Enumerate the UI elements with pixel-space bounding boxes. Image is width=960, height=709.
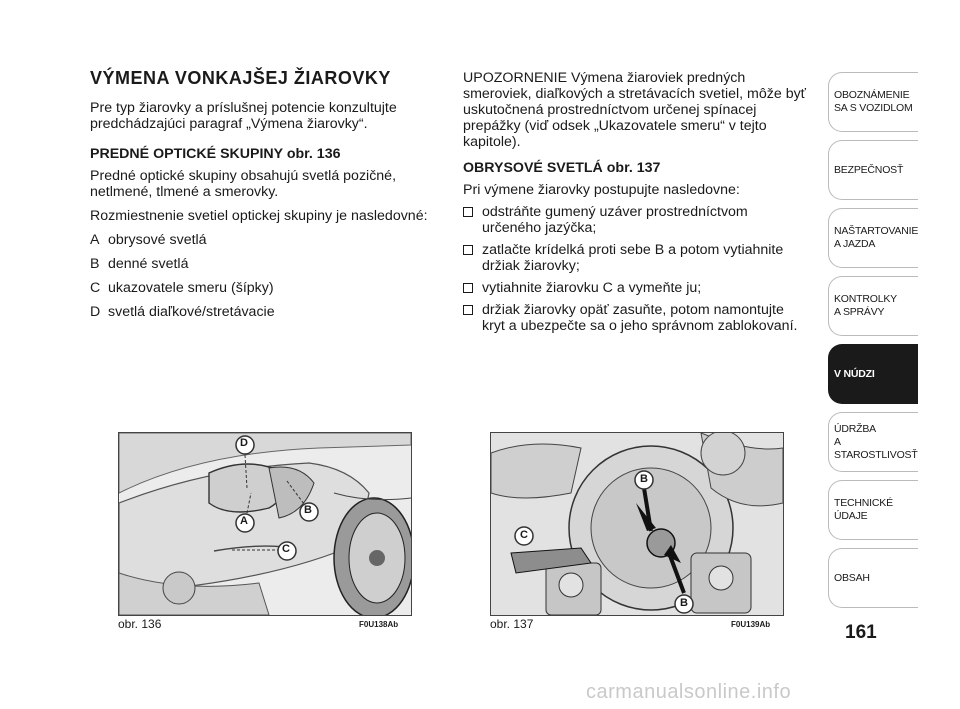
list-key: A bbox=[90, 232, 100, 248]
tab-technical-data[interactable] bbox=[828, 480, 918, 540]
heading-front-lights bbox=[90, 146, 435, 162]
figure-136-caption: obr. 136 bbox=[118, 617, 162, 631]
figure-137-caption: obr. 137 bbox=[490, 617, 534, 631]
step-text: zatlačte krídelká proti sebe B a potom vytiahnite držiak žiarovky; bbox=[482, 242, 784, 274]
list-text: svetlá diaľkové/stretávacie bbox=[108, 304, 275, 320]
checkbox-bullet-icon bbox=[463, 283, 473, 293]
steps-list bbox=[463, 204, 808, 334]
list-item bbox=[90, 256, 435, 272]
car-headlight-illustration bbox=[119, 433, 411, 615]
heading-side-lights bbox=[463, 160, 808, 176]
figure-136-code: F0U138Ab bbox=[359, 620, 399, 629]
tab-starting-driving[interactable] bbox=[828, 208, 918, 268]
figure-137-code: F0U139Ab bbox=[731, 620, 771, 629]
figure-label-b: B bbox=[304, 504, 312, 516]
tab-label: TECHNICKÉ ÚDAJE bbox=[834, 497, 893, 522]
checkbox-bullet-icon bbox=[463, 207, 473, 217]
tab-emergency[interactable] bbox=[828, 344, 918, 404]
list-item bbox=[463, 302, 808, 334]
list-item bbox=[463, 280, 808, 296]
list-text: obrysové svetlá bbox=[108, 232, 207, 248]
step-text: držiak žiarovky opäť zasuňte, potom namontujte kryt a ubezpečte sa o jeho správnom zablokovaní. bbox=[482, 302, 798, 334]
watermark: carmanualsonline.info bbox=[586, 681, 792, 703]
list-text: ukazovatele smeru (šípky) bbox=[108, 280, 274, 296]
checkbox-bullet-icon bbox=[463, 305, 473, 315]
figure-ref-136[interactable]: obr. 136 bbox=[286, 146, 341, 162]
tab-contents[interactable] bbox=[828, 548, 918, 608]
list-key: B bbox=[90, 256, 100, 272]
figure-label-b: B bbox=[640, 473, 648, 485]
right-column bbox=[463, 70, 808, 334]
page-number: 161 bbox=[845, 622, 877, 643]
list-key: D bbox=[90, 304, 101, 320]
warning-text: UPOZORNENIE Výmena žiaroviek predných smeroviek, diaľkových a stretávacích svetiel, môže byť uskutočnená prostredníctvom určenej spínacej prepážky (viď odsek „Ukazovatele smeru“ v tejto kapitole). bbox=[463, 70, 806, 150]
step-text: odstráňte gumený uzáver prostredníctvom určeného jazýčka; bbox=[482, 204, 748, 236]
figure-label-c: C bbox=[520, 529, 528, 541]
list-item bbox=[463, 204, 808, 236]
bulb-holder-illustration bbox=[491, 433, 783, 615]
light-list bbox=[90, 232, 435, 320]
tab-safety[interactable] bbox=[828, 140, 918, 200]
tab-label: BEZPEČNOSŤ bbox=[834, 163, 904, 176]
tab-label: KONTROLKY A SPRÁVY bbox=[834, 293, 897, 318]
list-item bbox=[90, 304, 435, 320]
list-item bbox=[90, 280, 435, 296]
figure-ref-137[interactable]: obr. 137 bbox=[606, 160, 661, 176]
tab-label: OBSAH bbox=[834, 571, 870, 584]
tab-maintenance[interactable] bbox=[828, 412, 918, 472]
tab-warning-lights[interactable] bbox=[828, 276, 918, 336]
figure-label-d: D bbox=[240, 437, 248, 449]
tab-label: V NÚDZI bbox=[834, 367, 875, 380]
figure-label-c: C bbox=[282, 543, 290, 555]
list-key: C bbox=[90, 280, 101, 296]
figure-137-image bbox=[490, 432, 784, 616]
tab-label: ÚDRŽBA A STAROSTLIVOSŤ bbox=[834, 422, 918, 461]
section-title: VÝMENA VONKAJŠEJ ŽIAROVKY bbox=[90, 68, 391, 88]
front-lights-text: Predné optické skupiny obsahujú svetlá pozičné, netlmené, tlmené a smerovky. bbox=[90, 168, 397, 200]
list-item bbox=[90, 232, 435, 248]
layout-text: Rozmiestnenie svetiel optickej skupiny je nasledovné: bbox=[90, 208, 428, 224]
left-column bbox=[90, 70, 435, 320]
procedure-intro: Pri výmene žiarovky postupujte nasledovne: bbox=[463, 182, 740, 198]
tab-label: NAŠTARTOVANIE A JAZDA bbox=[834, 225, 919, 250]
checkbox-bullet-icon bbox=[463, 245, 473, 255]
figure-label-a: A bbox=[240, 515, 248, 527]
tab-getting-to-know[interactable] bbox=[828, 72, 918, 132]
figure-label-b-lower: B bbox=[680, 597, 688, 609]
list-item bbox=[463, 242, 808, 274]
step-text: vytiahnite žiarovku C a vymeňte ju; bbox=[482, 280, 702, 296]
figure-136-image bbox=[118, 432, 412, 616]
heading-side-lights-text: OBRYSOVÉ SVETLÁ bbox=[463, 160, 603, 176]
tab-label: OBOZNÁMENIE SA S VOZIDLOM bbox=[834, 89, 913, 114]
intro-text: Pre typ žiarovky a príslušnej potencie konzultujte predchádzajúci paragraf „Výmena žiarovky“. bbox=[90, 100, 397, 132]
list-text: denné svetlá bbox=[108, 256, 189, 272]
heading-front-lights-text: PREDNÉ OPTICKÉ SKUPINY bbox=[90, 146, 283, 162]
